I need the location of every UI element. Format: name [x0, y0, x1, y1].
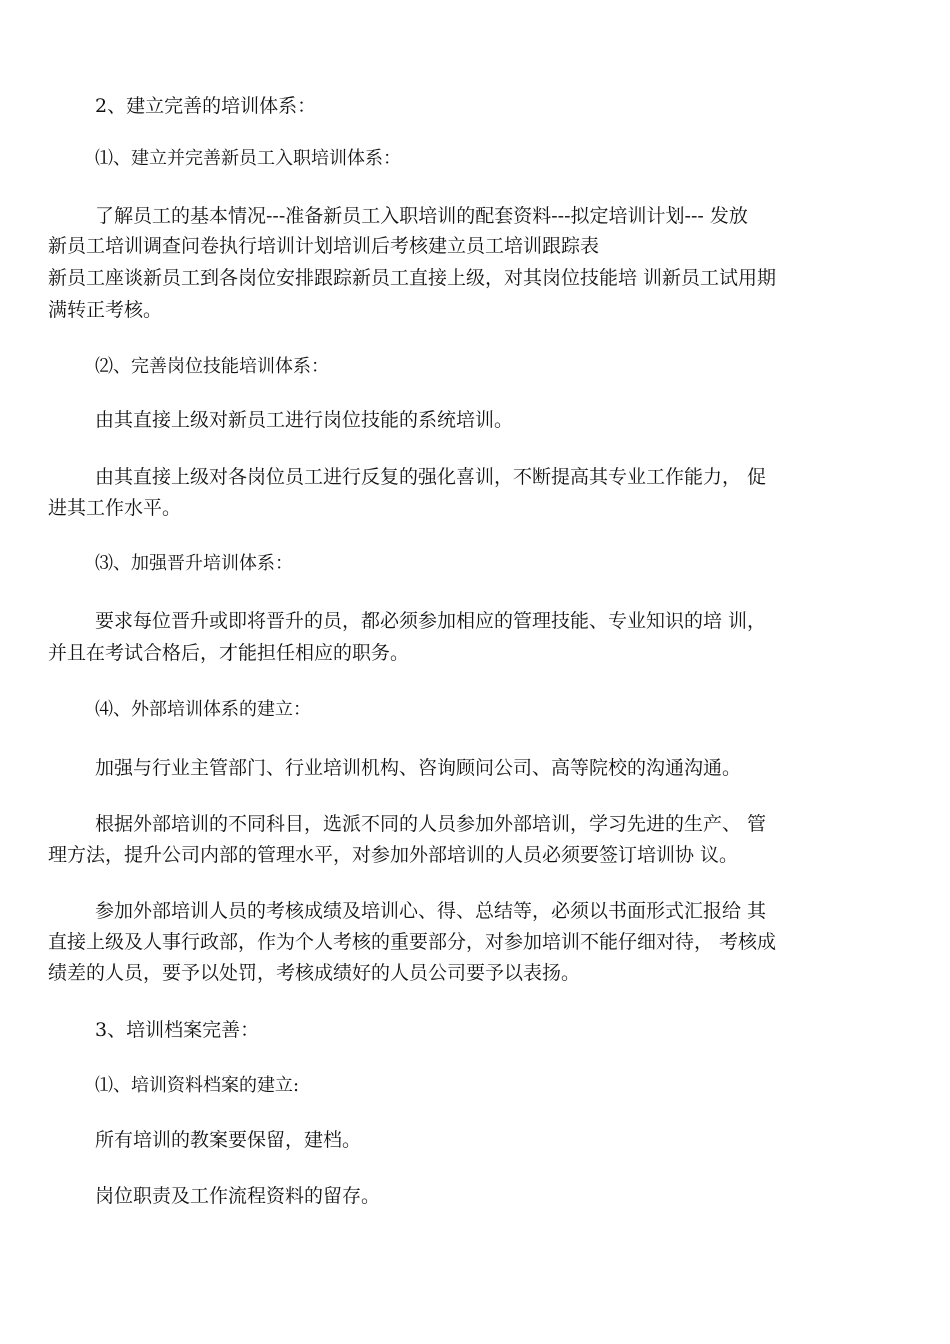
subsection-1-paragraph-line-2: 新员工培训调查问卷执行培训计划培训后考核建立员工培训跟踪表 [48, 235, 600, 257]
subsection-4-paragraph-3-line-2: 直接上级及人事行政部，作为个人考核的重要部分，对参加培训不能仔细对待， 考核成 [48, 931, 777, 953]
subsection-3-heading: ⑶、加强晋升培训体系： [95, 553, 293, 574]
subsection-3-paragraph-line-2: 并且在考试合格后，才能担任相应的职务。 [48, 642, 410, 664]
subsection-2-paragraph-1: 由其直接上级对新员工进行岗位技能的系统培训。 [95, 409, 514, 431]
subsection-1-paragraph-line-1: 了解员工的基本情况---准备新员工入职培训的配套资料---拟定培训计划--- 发放 [95, 205, 748, 227]
subsection-3-paragraph-line-1: 要求每位晋升或即将晋升的员，都必须参加相应的管理技能、专业知识的培 训， [95, 610, 767, 632]
subsection-2-heading: ⑵、完善岗位技能培训体系： [95, 356, 329, 377]
section-3-paragraph-2: 岗位职责及工作流程资料的留存。 [95, 1185, 381, 1207]
subsection-1-paragraph-line-3: 新员工座谈新员工到各岗位安排跟踪新员工直接上级，对其岗位技能培 训新员工试用期 [48, 267, 777, 289]
section-2-heading: 2、建立完善的培训体系： [95, 95, 317, 117]
subsection-2-paragraph-2-line-2: 进其工作水平。 [48, 497, 182, 519]
section-3-paragraph-1: 所有培训的教案要保留，建档。 [95, 1129, 362, 1151]
subsection-1-paragraph-line-4: 满转正考核。 [48, 299, 163, 321]
subsection-4-heading: ⑷、外部培训体系的建立： [95, 699, 311, 720]
subsection-4-paragraph-3-line-3: 绩差的人员，要予以处罚，考核成绩好的人员公司要予以表扬。 [48, 962, 581, 984]
subsection-1-heading: ⑴、建立并完善新员工入职培训体系： [95, 148, 401, 169]
subsection-4-paragraph-2-line-1: 根据外部培训的不同科目，选派不同的人员参加外部培训，学习先进的生产、 管 [95, 813, 767, 835]
subsection-4-paragraph-1: 加强与行业主管部门、行业培训机构、咨询顾问公司、高等院校的沟通沟通。 [95, 757, 742, 779]
section-3-heading: 3、培训档案完善： [95, 1019, 260, 1041]
subsection-4-paragraph-3-line-1: 参加外部培训人员的考核成绩及培训心、得、总结等，必须以书面形式汇报给 其 [95, 900, 767, 922]
subsection-4-paragraph-2-line-2: 理方法，提升公司内部的管理水平，对参加外部培训的人员必须要签订培训协 议。 [48, 844, 739, 866]
section-3-subsection-1-heading: ⑴、培训资料档案的建立: [95, 1075, 300, 1096]
subsection-2-paragraph-2-line-1: 由其直接上级对各岗位员工进行反复的强化喜训，不断提高其专业工作能力， 促 [95, 466, 767, 488]
